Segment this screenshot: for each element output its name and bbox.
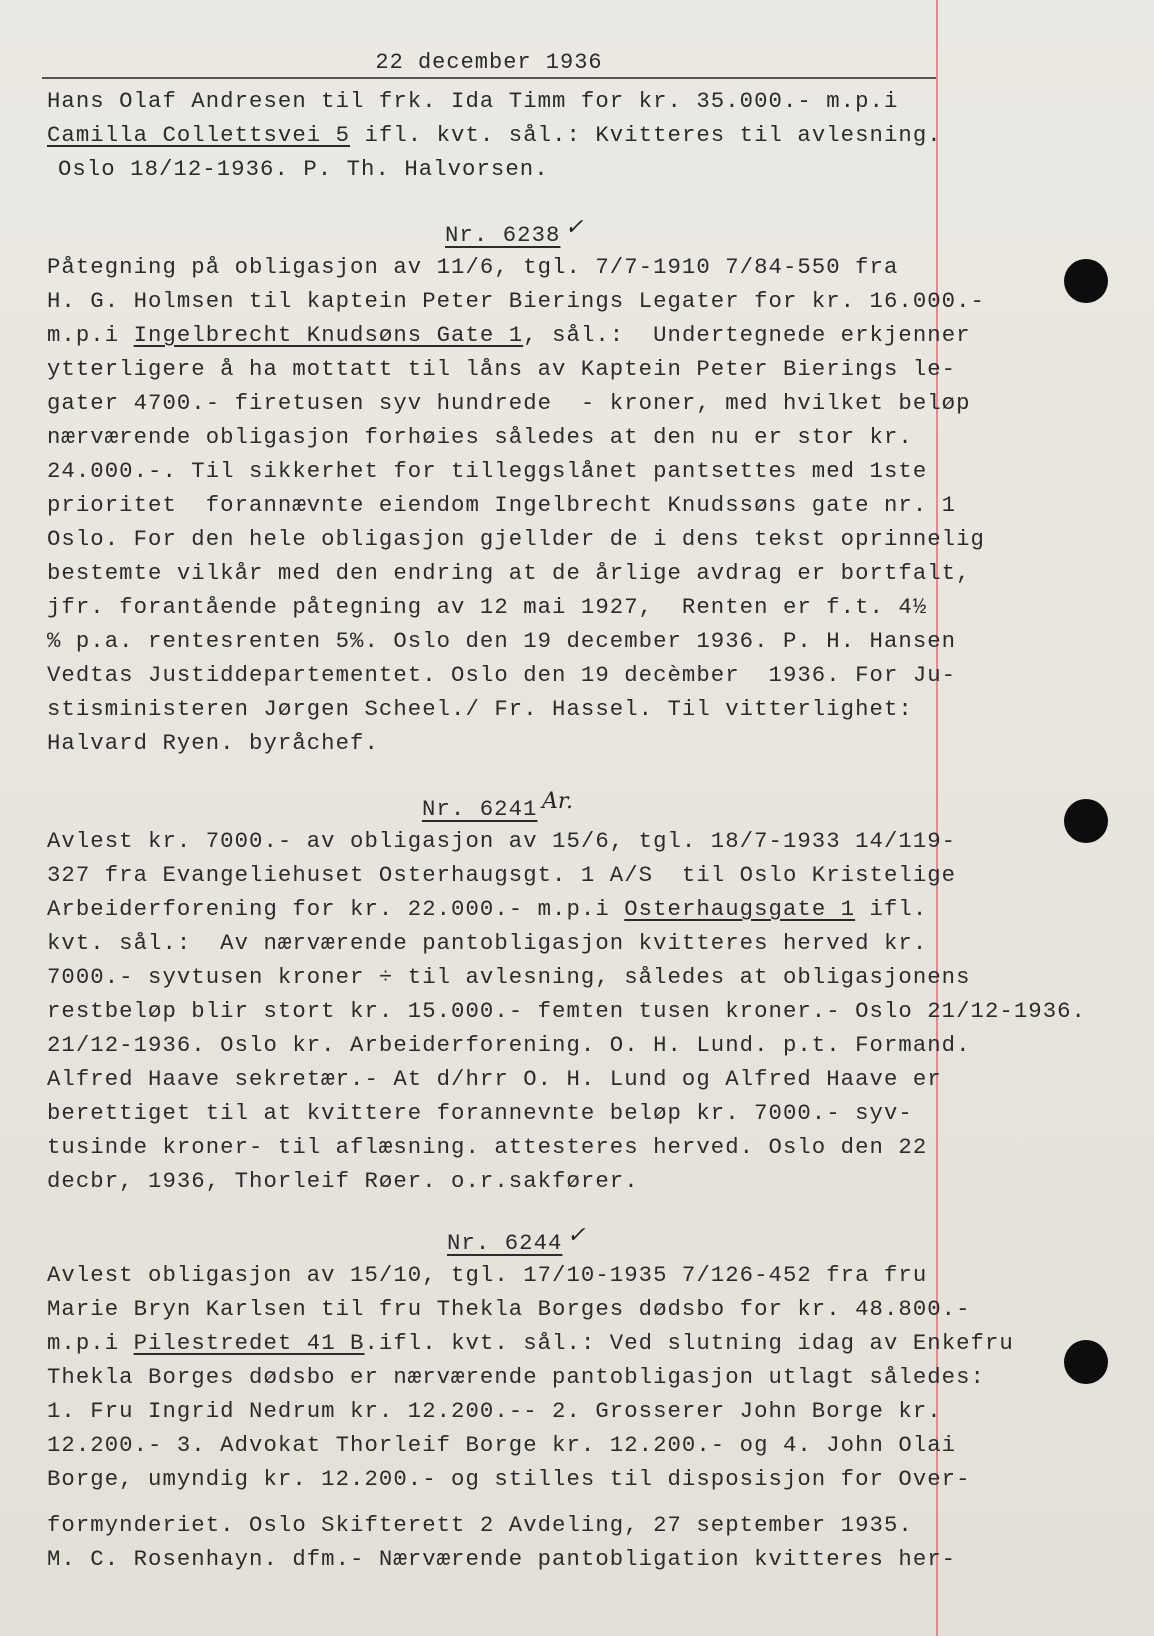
intro-line: Oslo 18/12-1936. P. Th. Halvorsen. [58, 156, 549, 182]
entry-line: formynderiet. Oslo Skifterett 2 Avdeling, 27 september 1935. [47, 1512, 913, 1538]
intro-line: Hans Olaf Andresen til frk. Ida Timm for kr. 35.000.- m.p.i [47, 88, 899, 114]
check-mark: ✓ [565, 215, 584, 240]
entry-line: Marie Bryn Karlsen til fru Thekla Borges dødsbo for kr. 48.800.- [47, 1296, 971, 1322]
entry-line: 24.000.-. Til sikkerhet for tilleggslånet pantsettes med 1ste [47, 458, 928, 484]
entry-line: restbeløp blir stort kr. 15.000.- femten tusen kroner.- Oslo 21/12-1936. [47, 998, 1086, 1024]
initials-mark: Ar. [542, 789, 573, 814]
entry-line: Oslo. For den hele obligasjon gjellder de i dens tekst oprinnelig [47, 526, 985, 552]
punch-hole [1064, 259, 1108, 303]
property-address: Osterhaugsgate 1 [624, 896, 856, 922]
punch-hole [1064, 799, 1108, 843]
entry-line: M. C. Rosenhayn. dfm.- Nærværende pantobligation kvitteres her- [47, 1546, 957, 1572]
entry-line: Avlest obligasjon av 15/10, tgl. 17/10-1935 7/126-452 fra fru [47, 1262, 928, 1288]
page-date-header: 22 december 1936 [375, 50, 603, 75]
entry-number: Nr. 6241 [422, 796, 538, 822]
entry-number: Nr. 6244 [447, 1230, 563, 1256]
property-address: Ingelbrecht Knudsøns Gate 1 [133, 322, 524, 348]
entry-line: 327 fra Evangeliehuset Osterhaugsgt. 1 A/S til Oslo Kristelige [47, 862, 957, 888]
entry-line: Borge, umyndig kr. 12.200.- og stilles til disposisjon for Over- [47, 1466, 971, 1492]
intro-line: Camilla Collettsvei 5 ifl. kvt. sål.: Kvitteres til avlesning. [47, 122, 942, 148]
entry-line: 12.200.- 3. Advokat Thorleif Borge kr. 12.200.- og 4. John Olai [47, 1432, 957, 1458]
entry-line: stisministeren Jørgen Scheel./ Fr. Hassel. Til vitterlighet: [47, 696, 913, 722]
header-rule [42, 77, 936, 79]
check-mark: ✓ [567, 1223, 586, 1248]
entry-line: Påtegning på obligasjon av 11/6, tgl. 7/7-1910 7/84-550 fra [47, 254, 899, 280]
entry-line: jfr. forantående påtegning av 12 mai 1927, Renten er f.t. 4½ [47, 594, 928, 620]
entry-line: Arbeiderforening for kr. 22.000.- m.p.i Osterhaugsgate 1 ifl. [47, 896, 928, 922]
entry-line: prioritet forannævnte eiendom Ingelbrecht Knudssøns gate nr. 1 [47, 492, 957, 518]
property-address: Camilla Collettsvei 5 [47, 122, 351, 148]
property-address: Pilestredet 41 B [133, 1330, 365, 1356]
entry-line: Thekla Borges dødsbo er nærværende pantobligasjon utlagt således: [47, 1364, 985, 1390]
entry-line: m.p.i Ingelbrecht Knudsøns Gate 1, sål.: Undertegnede erkjenner [47, 322, 971, 348]
entry-number: Nr. 6238 [445, 222, 561, 248]
entry-line: % p.a. rentesrenten 5%. Oslo den 19 december 1936. P. H. Hansen [47, 628, 957, 654]
entry-line: nærværende obligasjon forhøies således at den nu er stor kr. [47, 424, 913, 450]
entry-line: Vedtas Justiddepartementet. Oslo den 19 decèmber 1936. For Ju- [47, 662, 957, 688]
entry-line: 7000.- syvtusen kroner ÷ til avlesning, således at obligasjonens [47, 964, 971, 990]
margin-rule [936, 0, 938, 1636]
entry-line: 21/12-1936. Oslo kr. Arbeiderforening. O. H. Lund. p.t. Formand. [47, 1032, 971, 1058]
entry-line: berettiget til at kvittere forannevnte beløp kr. 7000.- syv- [47, 1100, 913, 1126]
entry-line: gater 4700.- firetusen syv hundrede - kroner, med hvilket beløp [47, 390, 971, 416]
punch-hole [1064, 1340, 1108, 1384]
entry-line: tusinde kroner- til aflæsning. attesteres herved. Oslo den 22 [47, 1134, 928, 1160]
entry-line: Halvard Ryen. byråchef. [47, 730, 379, 756]
entry-line: Avlest kr. 7000.- av obligasjon av 15/6, tgl. 18/7-1933 14/119- [47, 828, 957, 854]
entry-line: Alfred Haave sekretær.- At d/hrr O. H. Lund og Alfred Haave er [47, 1066, 942, 1092]
entry-line: decbr, 1936, Thorleif Røer. o.r.sakfører. [47, 1168, 639, 1194]
entry-line: ytterligere å ha mottatt til låns av Kaptein Peter Bierings le- [47, 356, 957, 382]
entry-line: 1. Fru Ingrid Nedrum kr. 12.200.-- 2. Grosserer John Borge kr. [47, 1398, 942, 1424]
entry-line: m.p.i Pilestredet 41 B.ifl. kvt. sål.: Ved slutning idag av Enkefru [47, 1330, 1014, 1356]
entry-line: bestemte vilkår med den endring at de årlige avdrag er bortfalt, [47, 560, 971, 586]
entry-line: kvt. sål.: Av nærværende pantobligasjon kvitteres herved kr. [47, 930, 928, 956]
entry-line: H. G. Holmsen til kaptein Peter Bierings Legater for kr. 16.000.- [47, 288, 985, 314]
